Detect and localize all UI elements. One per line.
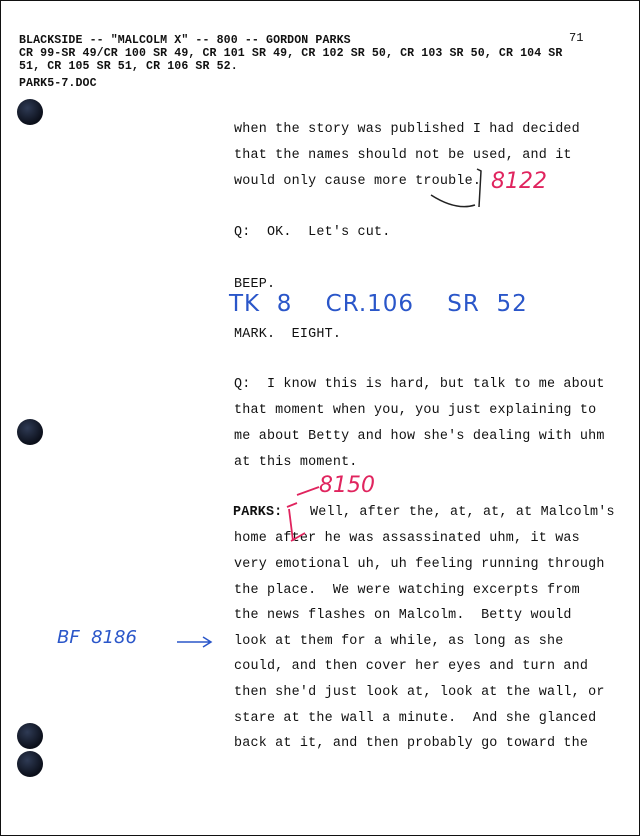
pen-marks [1,1,639,835]
transcript-line: when the story was published I had decided [234,122,580,137]
speaker-label: PARKS: [233,505,283,520]
transcript-line: MARK. EIGHT. [234,327,342,342]
transcript-line: back at it, and then probably go toward the [234,736,589,751]
header-filename: PARK5-7.DOC [19,77,97,90]
page-number: 71 [569,31,584,45]
transcript-line: would only cause more trouble. [234,174,482,189]
red-bracket-mark [287,487,319,541]
bf-annotation: BF 8186 [57,627,137,648]
header-reel-line-cont: 51, CR 105 SR 51, CR 106 SR 52. [19,60,238,73]
transcript-line: the place. We were watching excerpts from [234,583,580,598]
arrow-icon [177,637,211,647]
header-reel-line: CR 99-SR 49/CR 100 SR 49, CR 101 SR 49, CR 102 SR 50, CR 103 SR 50, CR 104 SR [19,47,563,60]
header-title-line: BLACKSIDE -- "MALCOLM X" -- 800 -- GORDON PARKS [19,34,351,47]
transcript-line: that moment when you, you just explaining to [234,403,597,418]
timecode-annotation: 8150 [319,473,375,498]
transcript-line: BEEP. [234,277,276,292]
transcript-line: look at them for a while, as long as she [234,634,564,649]
transcript-line: stare at the wall a minute. And she glanced [234,711,597,726]
transcript-line: Q: OK. Let's cut. [234,225,391,240]
transcript-line: at this moment. [234,455,358,470]
transcript-line: me about Betty and how she's dealing with uhm [234,429,605,444]
timecode-annotation: 8122 [491,169,547,194]
transcript-line: very emotional uh, uh feeling running through [234,557,605,572]
transcript-line: Well, after the, at, at, at Malcolm's [310,505,615,520]
transcript-line: then she'd just look at, look at the wall, or [234,685,605,700]
transcript-line: the news flashes on Malcolm. Betty would [234,608,572,623]
transcript-line: home after he was assassinated uhm, it was [234,531,580,546]
black-bracket-mark [431,169,481,207]
transcript-line: Q: I know this is hard, but talk to me about [234,377,605,392]
transcript-line: could, and then cover her eyes and turn and [234,659,589,674]
take-reel-annotation: TK 8 CR.106 SR 52 [229,291,528,317]
transcript-line: that the names should not be used, and it [234,148,572,163]
